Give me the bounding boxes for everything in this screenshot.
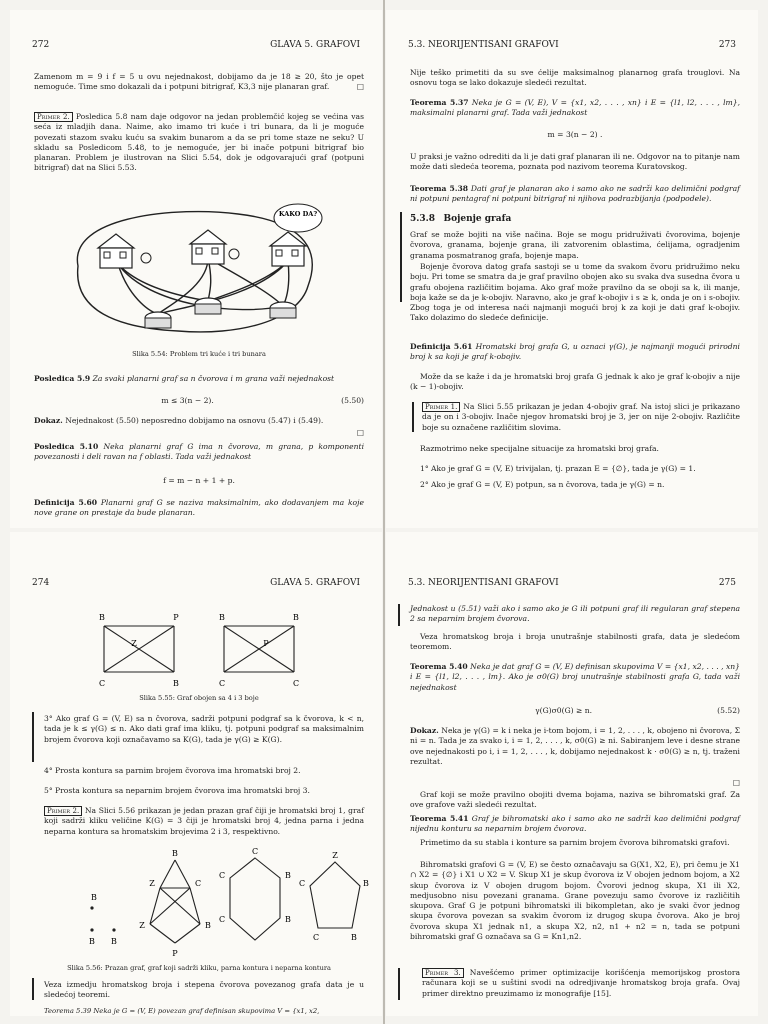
formula-5-50: m ≤ 3(n − 2). (5.50) (161, 396, 364, 405)
svg-text:C: C (98, 679, 106, 688)
theorem-5-41: Teorema 5.41 Graf je bihromatski ako i samo ako ne sadrži kao delimični podgraf nijednu konturu sa neparnim brojem čvorova. (410, 814, 740, 834)
trees-remark: Primetimo da su stabla i konture sa parnim brojem čvorova bihromatski grafovi. (420, 838, 730, 847)
definition-5-60: Definicija 5.60 Planarni graf G se naziva maksimalnim, ako dodavanjem ma koje nove grane on prestaje da bude planaran. (34, 498, 364, 518)
speech-bubble (274, 204, 322, 232)
clique-graph-edges (150, 860, 200, 943)
section-heading: 5.3.8 Bojenje grafa (410, 214, 512, 224)
smiley-face (229, 249, 239, 259)
proof-paragraph: Dokaz. Neka je γ(G) = k i neka je i-tom bojom, i = 1, 2, . . . , k, obojeno ni čvorova, Σ ni = n. Tada je za svako i, i = 1, 2, . . . , k, σ0(G) ≥ ni. Sabiranjem leve i desne strane ove nejednakosti po i, i = 1, 2, . . . , k, dobijamo nejednakost k · σ0(G) ≥ n, tj. traženi rezultat. (410, 726, 740, 766)
page-274 (10, 532, 382, 1016)
page-number: 274 (32, 578, 50, 588)
margin-bar (400, 212, 402, 302)
house3-paths (158, 261, 289, 314)
figure-5-55-graphs (90, 612, 310, 692)
example-label: Primer 2. (34, 112, 73, 122)
svg-text:C: C (194, 879, 202, 888)
coloring-intro: Graf se može bojiti na više načina. Boje se mogu pridruživati čvorovima, bojenje čvorova, granama, bojenje grana, ili zatvorenim oblastima, ćelijama, ogradjenim granama posmatranog grafa, bojenje mapa. (410, 230, 740, 260)
svg-text:B: B (172, 849, 178, 858)
svg-text:Z: Z (149, 879, 155, 888)
svg-text:P: P (263, 639, 269, 648)
svg-text:C: C (218, 871, 226, 880)
svg-text:P: P (173, 613, 179, 622)
svg-text:C: C (218, 915, 226, 924)
svg-text:C: C (251, 848, 259, 856)
example-2-paragraph: Primer 2. Posledica 5.8 nam daje odgovor na jedan problemčić kojeg se većina vas seća iz mladjih dana. Naime, ako imamo tri kuće i tri bunara, da li je moguće povezati stazom svaku kuću sa svakim bunarom a da se pri tome staze ne seku? U skladu sa Posledicom 5.48, to je nemoguće, jer bi inače potpuni bitrigraf bio planaran. Problem je ilustrovan na Slici 5.54, dok je odgovarajući graf (potpuni bitrigraf) dat na Slici 5.53. (34, 112, 364, 173)
page-272 (10, 10, 382, 528)
margin-bar (412, 402, 414, 432)
margin-bar (398, 968, 400, 1000)
page-number: 273 (718, 40, 736, 50)
chromatic-remark: Može da se kaže i da je hromatski broj grafa G jednak k ako je graf k-obojiv a nije (k − 1)-obojiv. (410, 372, 740, 392)
house-2 (190, 230, 239, 264)
margin-bar (32, 978, 34, 1000)
figure-5-54-caption: Slika 5.54: Problem tri kuće i tri bunara (132, 350, 266, 358)
svg-text:Z: Z (139, 921, 145, 930)
bichromatic-definition: Bihromatski grafovi G = (V, E) se često označavaju sa G(X1, X2, E), pri čemu je X1 ∩ X2 = {∅} i X1 ∪ X2 = V. Skup X1 je skup čvorova iz V obojen jednom bojom, a X2 skup čvorova iz V obojen drugom bojom. Čvorovi jednog skupa, X1 ili X2, medjusobno nisu povezani granama. Grane povezuju samo čvorove iz različitih skupova. Graf G je potpuni bihromatski ili bikompletan, ako je svaki čvor jednog skupa čvorova povezan sa svakim čvorom iz drugog skupa čvorova. Ako je broj čvorova skupa X1 jednak n1, a skupa X2, n2, n1 + n2 = n, tada se potpuni bihromatski graf G označava sa G = Kn1,n2. (410, 860, 740, 942)
theorem-5-37: Teorema 5.37 Neka je G = (V, E), V = {x1, x2, . . . , xn} i E = {l1, l2, . . . , lm}, maksimalni planarni graf. Tada važi jednakost (410, 98, 740, 118)
page-275 (386, 532, 758, 1016)
formula-euler: f = m − n + 1 + p. (163, 476, 235, 485)
special-case-4: 4° Prosta kontura sa parnim brojem čvorova ima hromatski broj 2. (44, 766, 301, 775)
svg-text:B: B (111, 937, 117, 946)
vertex-labels (89, 848, 369, 958)
figure-5-56-caption: Slika 5.56: Prazan graf, graf koji sadrži kliku, parna kontura i neparna kontura (67, 964, 331, 972)
vertex-labels (99, 613, 299, 688)
example-label: Primer 2. (44, 806, 82, 816)
svg-text:B: B (363, 879, 369, 888)
bichromatic-intro: Graf koji se može pravilno obojiti dvema bojama, naziva se bihromatski graf. Za ove grafove važi sledeći rezultat. (410, 790, 740, 810)
well-2 (195, 298, 221, 314)
svg-text:B: B (351, 933, 357, 942)
smiley-face (141, 253, 151, 263)
svg-text:B: B (99, 613, 105, 622)
house-1 (98, 234, 151, 268)
svg-text:B: B (219, 613, 225, 622)
header-title: GLAVA 5. GRAFOVI (270, 578, 360, 588)
end-of-proof-mark: □ (356, 428, 364, 437)
kuratowski-intro: U praksi je važno odrediti da li je dati graf planaran ili ne. Odgovor na to pitanje nam može dati sledeća teorema, poznata pod nazivom teorema Kuratovskog. (410, 152, 740, 172)
svg-text:C: C (218, 679, 226, 688)
figure-5-56-graphs (80, 848, 370, 958)
example-label: Primer 1. (422, 402, 460, 412)
svg-text:P: P (172, 949, 178, 958)
header-title: GLAVA 5. GRAFOVI (270, 40, 360, 50)
margin-bar (32, 712, 34, 762)
example-1-paragraph: Primer 1. Na Slici 5.55 prikazan je jedan 4-obojiv graf. Na istoj slici je prikazano da je on i 3-obojiv. Inače njegov hromatski broj je 3, jer on nije 2-obojiv. Različite boje su označene različitim slovima. (422, 402, 740, 432)
svg-text:B: B (293, 613, 299, 622)
corollary-5-10: Posledica 5.10 Neka planarni graf G ima n čvorova, m grana, p komponenti povezanosti i deli ravan na f oblasti. Tada važi jednakost (34, 442, 364, 462)
figure-5-55-caption: Slika 5.55: Graf obojen sa 4 i 3 boje (139, 694, 259, 702)
end-of-proof-mark: □ (356, 82, 364, 92)
svg-text:B: B (173, 679, 179, 688)
svg-text:B: B (89, 937, 95, 946)
formula-5-37: m = 3(n − 2) . (547, 130, 603, 139)
equality-condition: Jednakost u (5.51) važi ako i samo ako je G ili potpuni graf ili regularan graf stepena 2 sa neparnim brojem čvorova. (410, 604, 740, 624)
end-of-proof-mark: □ (732, 778, 740, 787)
special-case-2: 2° Ako je graf G = (V, E) potpun, sa n čvorova, tada je γ(G) = n. (420, 480, 665, 489)
svg-text:Z: Z (131, 639, 137, 648)
formula-5-52: γ(G)σ0(G) ≥ n. (5.52) (535, 706, 740, 715)
svg-text:B: B (285, 915, 291, 924)
intro-paragraph: Nije teško primetiti da su sve ćelije maksimalnog planarnog grafa trouglovi. Na osnovu toga se lako dokazuje sledeći rezultat. (410, 68, 740, 88)
graph-3-colored-edges (224, 626, 294, 672)
margin-bar (398, 604, 400, 626)
three-houses-three-wells-illustration (58, 196, 328, 346)
special-case-1: 1° Ako je graf G = (V, E) trivijalan, tj. prazan E = {∅}, tada je γ(G) = 1. (420, 464, 696, 473)
page-gutter (383, 0, 385, 1024)
example-3-paragraph: Primer 3. Navešćemo primer optimizacije korišćenja memorijskog prostora računara koji se u suštini svodi na odredjivanje hromatskog broja grafa. Ovaj primer direktno preuzimamo iz monografije [15]. (422, 968, 740, 998)
page-number: 272 (32, 40, 50, 50)
odd-contour-edges (310, 862, 360, 928)
well-1 (145, 312, 171, 328)
header-title: 5.3. NEORIJENTISANI GRAFOVI (408, 40, 559, 50)
special-case-5: 5° Prosta kontura sa neparnim brojem čvorova ima hromatski broj 3. (44, 786, 310, 795)
corollary-5-9: Posledica 5.9 Za svaki planarni graf sa n čvorova i m grana važi nejednakost (34, 374, 335, 383)
theorem-5-38: Teorema 5.38 Dati graf je planaran ako i samo ako ne sadrži kao delimični podgraf ni potpuni pentagraf ni potpuni bitrigraf ni njihova podrazbijanja (podpodele). (410, 184, 740, 204)
intro-paragraph: Zamenom m = 9 i f = 5 u ovu nejednakost, dobijamo da je 18 ≥ 20, što je opet nemoguće. Time smo dokazali da i potpuni bitrigraf, K3,3 nije planaran graf. □ (34, 72, 364, 92)
example-label: Primer 3. (422, 968, 464, 978)
svg-text:Z: Z (332, 851, 338, 860)
header-title: 5.3. NEORIJENTISANI GRAFOVI (408, 578, 559, 588)
page-273 (386, 10, 758, 528)
theorem-5-40: Teorema 5.40 Neka je dat graf G = (V, E) definisan skupovima V = {x1, x2, . . . , xn} i E = {l1, l2, . . . , lm}. Ako je σ0(G) broj unutrašnje stabilnosti grafa G, tada važi nejednakost (410, 662, 740, 692)
proof-paragraph: Dokaz. Nejednakost (5.50) neposredno dobijamo na osnovu (5.47) i (5.49). (34, 416, 324, 425)
example-2-paragraph: Primer 2. Na Slici 5.56 prikazan je jedan prazan graf čiji je hromatski broj 1, graf koji sadrži kliku veličine K(G) = 3 čiji je hromatski broj 4, jedna parna i jedna neparna kontura sa hromatskim brojevima 2 i 3, respektivno. (44, 806, 365, 836)
vertex-coloring-paragraph: Bojenje čvorova datog grafa sastoji se u tome da svakom čvoru pridružimo neku boju. Pri tome se smatra da je graf pravilno obojen ako su svaka dva susedna čvora u grafu obojena različitim bojama. Ako graf može pravilno da se oboji sa k, ili manje, boja kaže se da je k-obojiv. Naravno, ako je graf k-obojiv i s ≥ k, onda je on i s-obojiv. Zbog toga je od interesa naći najmanji mogući broj k za koji je dati graf k-obojiv. Tako dolazimo do sledeće definicije. (410, 262, 740, 323)
theorem-5-39-partial: Teorema 5.39 Neka je G = (V, E) povezan graf definisan skupovima V = {x1, x2, (44, 1007, 320, 1015)
stability-intro: Veza hromatskog broja i broja unutrašnje stabilnosti grafa, data je sledećom teoremom. (410, 632, 740, 652)
svg-text:C: C (312, 933, 320, 942)
svg-text:C: C (298, 879, 306, 888)
svg-text:B: B (91, 893, 97, 902)
svg-text:B: B (285, 871, 291, 880)
empty-graph-vertices (90, 906, 115, 931)
graph-4-colored-edges (104, 626, 174, 672)
definition-5-61: Definicija 5.61 Hromatski broj grafa G, u oznaci γ(G), je najmanji mogući prirodni broj k sa koji je graf k-obojiv. (410, 342, 740, 362)
even-contour-edges (230, 858, 280, 940)
special-case-3: 3° Ako graf G = (V, E) sa n čvorova, sadrži potpuni podgraf sa k čvorova, k < n, tada je k ≤ γ(G) ≤ n. Ako dati graf ima kliku, tj. potpuni podgraf sa maksimalnim brojem čvorova koji označavamo sa K(G), tada je γ(G) ≥ K(G). (44, 714, 364, 744)
page-number: 275 (718, 578, 736, 588)
special-cases-intro: Razmotrimo neke specijalne situacije za hromatski broj grafa. (420, 444, 659, 453)
svg-text:B: B (205, 921, 211, 930)
well-3 (270, 302, 296, 318)
svg-text:C: C (292, 679, 300, 688)
bubble-text: KAKO DA? (278, 210, 318, 218)
closing-paragraph: Veza izmedju hromatskog broja i stepena čvorova povezanog grafa data je u sledećoj teoremi. (44, 980, 364, 1000)
